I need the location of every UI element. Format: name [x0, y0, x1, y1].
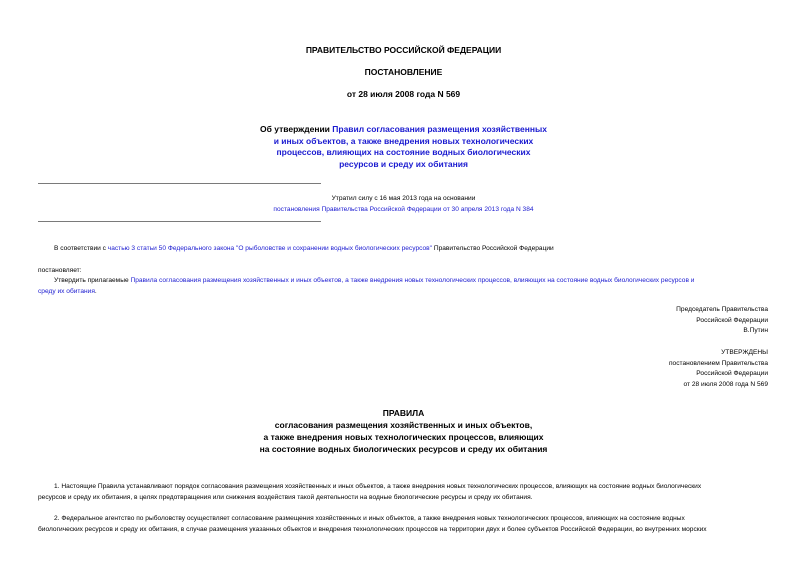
paragraph-2	[38, 514, 770, 535]
preamble-after: Правительство Российской Федерации	[432, 245, 554, 252]
approved-country: Российской Федерации	[696, 370, 768, 377]
rules-link[interactable]: Правила согласования размещения хозяйственных и иных объектов, а также внедрения новых технологических процессов, влияющих на состояние водных биологических ресурсов и	[130, 277, 695, 284]
approve-after: .	[94, 287, 97, 295]
decrees-word: постановляет:	[38, 267, 82, 274]
paragraph-1-line-1: 1. Настоящие Правила устанавливают порядок согласования размещения хозяйственных и иных объектов, а также внедрения новых технологических процессов, влияющих на состояние водных биологических	[54, 483, 702, 490]
document-title	[0, 124, 807, 170]
rules-title-line-2: согласования размещения хозяйственных и иных объектов,	[274, 420, 533, 430]
title-line-3[interactable]: процессов, влияющих на состояние водных биологических	[276, 147, 531, 157]
document-date-number: от 28 июля 2008 года N 569	[346, 89, 461, 99]
signature-name: В.Путин	[743, 327, 768, 334]
title-line-2[interactable]: и иных объектов, а также внедрения новых технологических	[273, 135, 534, 146]
government-name: ПРАВИТЕЛЬСТВО РОССИЙСКОЙ ФЕДЕРАЦИИ	[305, 45, 502, 55]
paragraph-2-line-2: биологических ресурсов и среду их обитания, в случае размещения указанных объектов и внедрения технологических процессов на территории двух и более субъектов Российской Федерации, во внутренних морских	[38, 525, 707, 533]
paragraph-1-line-2: ресурсов и среду их обитания, в целях предотвращения или снижения воздействия такой деятельности на водные биологические ресурсы и среду их обитания.	[38, 493, 533, 501]
approved-block	[400, 348, 768, 390]
separator-line-bottom	[38, 221, 321, 222]
rules-link-cont[interactable]: среду их обитания	[38, 287, 95, 295]
signature-position: Председатель Правительства	[676, 306, 768, 313]
rules-title	[0, 407, 807, 455]
preamble-before: В соответствии с	[54, 245, 108, 252]
preamble	[54, 244, 554, 255]
repeal-decree-link[interactable]: постановления Правительства Российской Федерации от 30 апреля 2013 года N 384	[273, 206, 534, 213]
separator-line-top	[38, 183, 321, 184]
title-link[interactable]: Правил согласования размещения хозяйственных	[332, 124, 547, 134]
approved-date: от 28 июля 2008 года N 569	[683, 380, 768, 388]
law-link[interactable]: частью 3 статьи 50 Федерального закона "О рыболовстве и сохранении водных биологических ресурсов"	[107, 245, 432, 252]
signature-country: Российской Федерации	[696, 316, 768, 324]
approved-by: постановлением Правительства	[668, 359, 768, 367]
paragraph-2-line-1: 2. Федеральное агентство по рыболовству осуществляет согласование размещения хозяйственных и иных объектов, а также внедрения новых технологических процессов, влияющих на состояние водных	[54, 515, 685, 522]
title-prefix: Об утверждении	[260, 124, 333, 134]
approved-word: УТВЕРЖДЕНЫ	[721, 349, 768, 356]
signature-block	[400, 305, 768, 337]
rules-title-line-4: на состояние водных биологических ресурсов и среду их обитания	[259, 444, 548, 454]
approve-paragraph	[38, 276, 770, 297]
approve-before: Утвердить прилагаемые	[54, 277, 131, 284]
paragraph-1	[38, 482, 770, 503]
repeal-status: Утратил силу с 16 мая 2013 года на основании	[331, 195, 476, 202]
title-line-4[interactable]: ресурсов и среду их обитания	[339, 158, 468, 169]
document-type: ПОСТАНОВЛЕНИЕ	[364, 67, 443, 77]
rules-title-line-3: а также внедрения новых технологических процессов, влияющих	[263, 432, 544, 442]
rules-title-heading: ПРАВИЛА	[382, 408, 425, 418]
